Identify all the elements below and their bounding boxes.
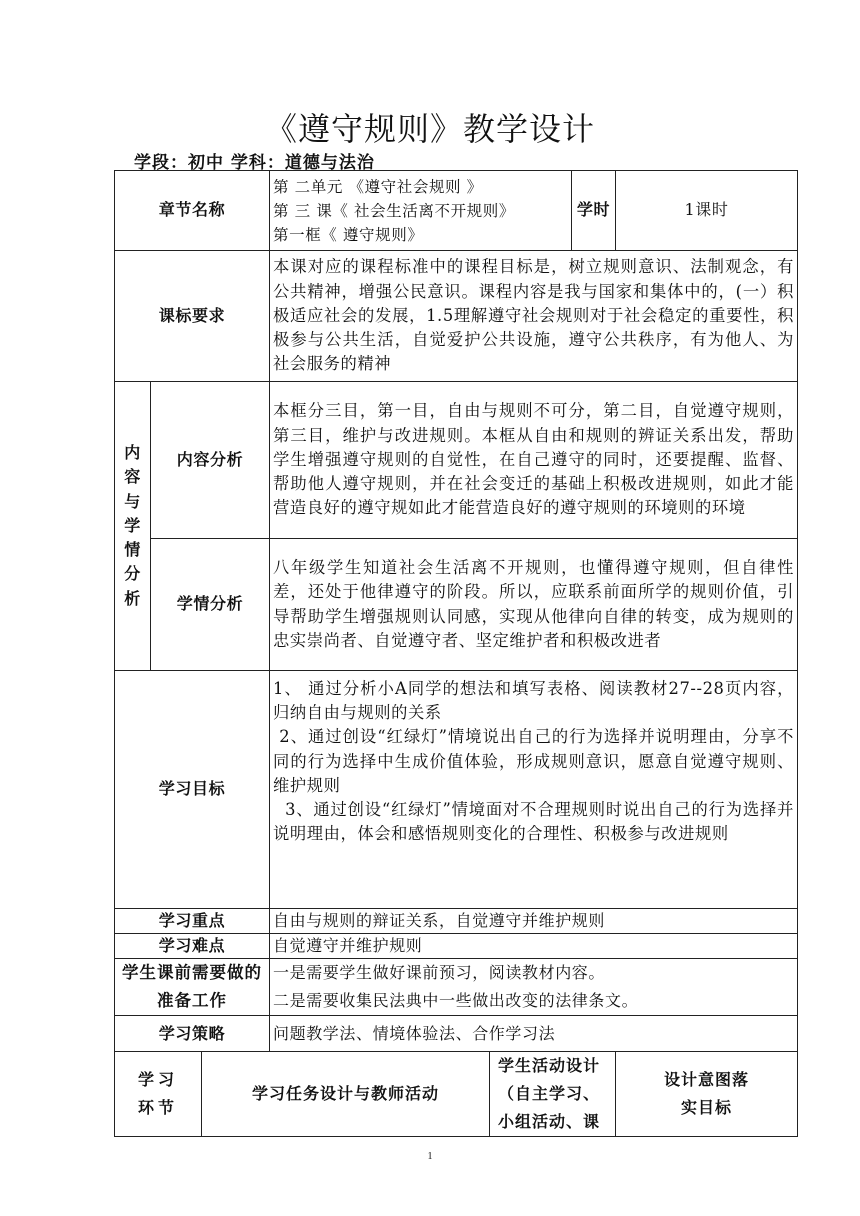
header-stage: 学习环节	[115, 1052, 202, 1137]
standards-row	[115, 251, 798, 382]
standards-label: 课标要求	[115, 251, 270, 382]
key-points-row	[115, 909, 798, 934]
objective-item: 1、 通过分析小A同学的想法和填写表格、阅读教材27--28页内容，归纳自由与规则的关系	[273, 679, 795, 723]
strategy-value: 问题教学法、情境体验法、合作学习法	[270, 1016, 798, 1052]
analysis-section-label: 内 容 与 学 情 分 析	[115, 382, 151, 671]
student-analysis-row	[115, 539, 798, 671]
preparation-value: 一是需要学生做好课前预习，阅读教材内容。 二是需要收集民法典中一些做出改变的法律条文。	[270, 959, 798, 1016]
header-activity: 学生活动设计（自主学习、小组活动、课	[490, 1052, 616, 1137]
content-analysis-row	[115, 382, 798, 539]
objectives-value	[270, 671, 798, 909]
content-analysis-label: 内容分析	[151, 382, 270, 539]
header-task: 学习任务设计与教师活动	[202, 1052, 490, 1137]
objectives-row	[115, 671, 798, 909]
standards-value: 本课对应的课程标准中的课程目标是，树立规则意识、法制观念，有公共精神，增强公民意识。课程内容是我与国家和集体中的，(一）积极适应社会的发展，1.5理解遵守社会规则对于社会稳定的重要性，积极参与公共生活，自觉爱护公共设施，遵守公共秩序，有为他人、为社会服务的精神	[270, 251, 798, 382]
key-points-value: 自由与规则的辩证关系，自觉遵守并维护规则	[270, 909, 798, 934]
objective-item: 3、通过创设“红绿灯”情境面对不合理规则时说出自己的行为选择并说明理由，体会和感悟规则变化的合理性、积极参与改进规则	[273, 800, 795, 844]
subject-meta: 学段：初中 学科：道德与法治	[134, 153, 375, 173]
difficulties-row	[115, 934, 798, 959]
difficulties-label: 学习难点	[115, 934, 270, 959]
preparation-row	[115, 959, 798, 1016]
strategy-row	[115, 1016, 798, 1052]
document-title: 《遵守规则》教学设计	[264, 110, 595, 148]
difficulties-value: 自觉遵守并维护规则	[270, 934, 798, 959]
page-number: 1	[427, 1151, 433, 1162]
strategy-label: 学习策略	[115, 1016, 270, 1052]
student-analysis-label: 学情分析	[151, 539, 270, 671]
lesson-plan-table	[114, 170, 798, 1137]
objective-item: 2、通过创设“红绿灯”情境说出自己的行为选择并说明理由，分享不同的行为选择中生成价值体验，形成规则意识，愿意自觉遵守规则、维护规则	[273, 727, 795, 795]
key-points-label: 学习重点	[115, 909, 270, 934]
student-analysis-value: 八年级学生知道社会生活离不开规则，也懂得遵守规则，但自律性差，还处于他律遵守的阶段。所以，应联系前面所学的规则价值，引导帮助学生增强规则认同感，实现从他律向自律的转变，成为规则的忠实崇尚者、自觉遵守者、坚定维护者和积极改进者	[270, 539, 798, 671]
preparation-label: 学生课前需要做的准备工作	[115, 959, 270, 1016]
hours-value: 1课时	[616, 171, 798, 251]
chapter-label: 章节名称	[115, 171, 270, 251]
chapter-value: 第 二单元 《遵守社会规则 》 第 三 课《 社会生活离不开规则》 第一框《 遵守规则》	[270, 171, 572, 251]
hours-label: 学时	[572, 171, 616, 251]
activity-header-row	[115, 1052, 798, 1137]
content-analysis-value: 本框分三目，第一目，自由与规则不可分，第二目，自觉遵守规则，第三目，维护与改进规则。本框从自由和规则的辨证关系出发，帮助学生增强遵守规则的自觉性，在自己遵守的同时，还要提醒、监督、帮助他人遵守规则，并在社会变迁的基础上积极改进规则，如此才能营造良好的遵守规如此才能营造良好的遵守规则的环境则的环境	[270, 382, 798, 539]
chapter-row	[115, 171, 798, 251]
objectives-label: 学习目标	[115, 671, 270, 909]
header-intent: 设计意图落实目标	[616, 1052, 798, 1137]
